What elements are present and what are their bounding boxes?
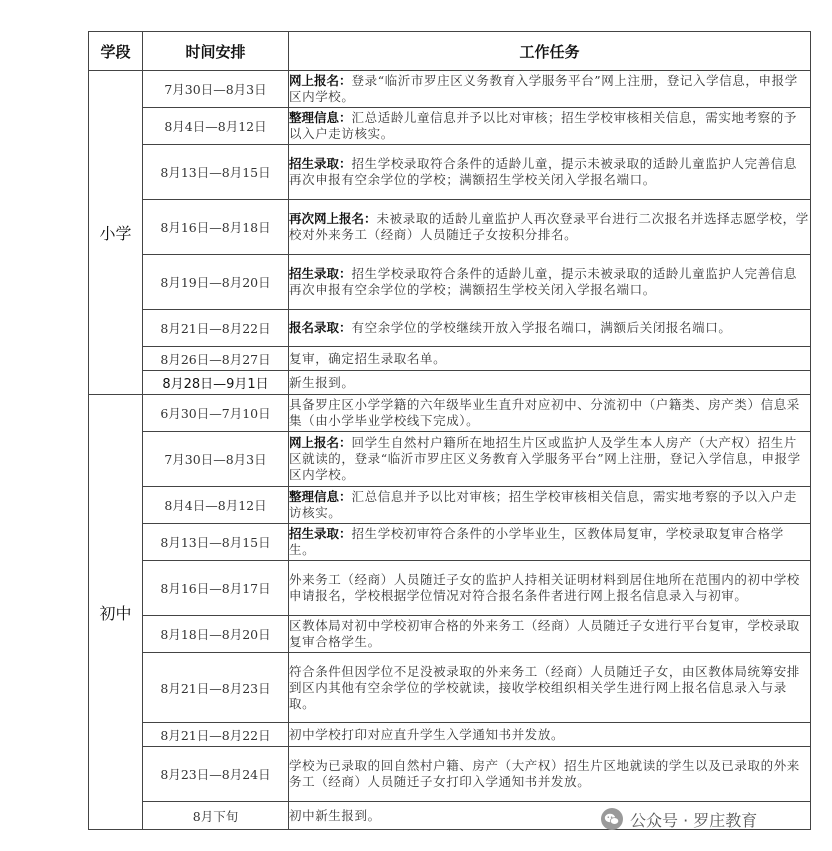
time-cell: 8月4日—8月12日 xyxy=(143,487,289,524)
table-row xyxy=(89,487,811,524)
time-cell: 8月16日—8月17日 xyxy=(143,561,289,616)
watermark xyxy=(600,806,757,832)
task-text: 初中新生报到。 xyxy=(289,807,381,823)
task-text: 新生报到。 xyxy=(289,374,355,390)
time-cell: 8月13日—8月15日 xyxy=(143,145,289,200)
task-label: 网上报名： xyxy=(289,435,352,450)
table-row xyxy=(89,200,811,255)
task-label: 整理信息： xyxy=(289,110,352,125)
task-text: 初中学校打印对应直升学生入学通知书并发放。 xyxy=(289,726,565,742)
task-text: 外来务工（经商）人员随迁子女的监护人持相关证明材料到居住地所在范围内的初中学校申请报名，学校根据学位情况对符合报名条件者进行网上报名信息录入与初审。 xyxy=(289,572,800,603)
task-text: 符合条件但因学位不足没被录取的外来务工（经商）人员随迁子女，由区教体局统筹安排到区内其他有空余学位的学校就读，接收学校组织相关学生进行网上报名信息录入与录取。 xyxy=(289,663,800,711)
task-cell xyxy=(289,71,811,108)
task-cell xyxy=(289,561,811,616)
task-text: 登录“临沂市罗庄区义务教育入学服务平台”网上注册，登记入学信息，申报学区内学校。 xyxy=(289,73,798,104)
table-row xyxy=(89,616,811,653)
task-text: 招生学校初审符合条件的小学毕业生，区教体局复审，学校录取复审合格学生。 xyxy=(289,526,784,557)
header-time: 时间安排 xyxy=(143,32,289,71)
header-stage: 学段 xyxy=(89,32,143,71)
task-label: 整理信息： xyxy=(289,489,352,504)
task-cell xyxy=(289,616,811,653)
time-cell: 8月26日—8月27日 xyxy=(143,347,289,371)
table-row xyxy=(89,524,811,561)
task-cell xyxy=(289,200,811,255)
table-row xyxy=(89,432,811,487)
time-cell: 8月21日—8月22日 xyxy=(143,310,289,347)
header-task: 工作任务 xyxy=(289,32,811,71)
table-row xyxy=(89,747,811,802)
task-text: 招生学校录取符合条件的适龄儿童，提示未被录取的适龄儿童监护人完善信息再次申报有空余学位的学校；满额招生学校关闭入学报名端口。 xyxy=(289,156,797,187)
task-text: 复审，确定招生录取名单。 xyxy=(289,350,447,366)
task-cell xyxy=(289,108,811,145)
task-cell xyxy=(289,432,811,487)
task-text: 未被录取的适龄儿童监护人再次登录平台进行二次报名并选择志愿学校，学校对外来务工（经商）人员随迁子女按积分排名。 xyxy=(289,211,809,242)
table-row xyxy=(89,71,811,108)
table-row xyxy=(89,255,811,310)
task-text: 具备罗庄区小学学籍的六年级毕业生直升对应初中、分流初中（户籍类、房产类）信息采集（由小学毕业学校线下完成）。 xyxy=(289,397,800,428)
time-cell: 8月19日—8月20日 xyxy=(143,255,289,310)
stage-primary: 小学 xyxy=(89,71,143,395)
time-cell: 8月13日—8月15日 xyxy=(143,524,289,561)
task-text: 汇总适龄儿童信息并予以比对审核；招生学校审核相关信息，需实地考察的予以入户走访核实。 xyxy=(289,110,797,141)
time-cell: 7月30日—8月3日 xyxy=(143,432,289,487)
task-label: 招生录取： xyxy=(289,266,352,281)
header-row xyxy=(89,32,811,71)
task-label: 报名录取： xyxy=(289,320,352,335)
table-row xyxy=(89,561,811,616)
time-cell: 8月4日—8月12日 xyxy=(143,108,289,145)
task-text: 招生学校录取符合条件的适龄儿童，提示未被录取的适龄儿童监护人完善信息再次申报有空余学位的学校；满额招生学校关闭入学报名端口。 xyxy=(289,266,797,297)
task-cell xyxy=(289,395,811,432)
table-row xyxy=(89,723,811,747)
time-cell: 8月16日—8月18日 xyxy=(143,200,289,255)
task-cell xyxy=(289,723,811,747)
task-cell xyxy=(289,310,811,347)
task-text: 回学生自然村户籍所在地招生片区或监护人及学生本人房产（大产权）招生片区就读的，登录“临沂市罗庄区义务教育入学服务平台”网上注册，登记入学信息，申报学区内学校。 xyxy=(289,435,801,482)
time-cell: 8月21日—8月23日 xyxy=(143,653,289,723)
table-row xyxy=(89,371,811,395)
task-cell xyxy=(289,371,811,395)
time-cell: 6月30日—7月10日 xyxy=(143,395,289,432)
time-cell: 8月21日—8月22日 xyxy=(143,723,289,747)
task-cell xyxy=(289,145,811,200)
task-text: 区教体局对初中学校初审合格的外来务工（经商）人员随迁子女进行平台复审，学校录取复审合格学生。 xyxy=(289,618,800,649)
task-text: 学校为已录取的回自然村户籍、房产（大产权）招生片区地就读的学生以及已录取的外来务工（经商）人员随迁子女打印入学通知书并发放。 xyxy=(289,758,800,789)
time-cell: 8月28日—9月1日 xyxy=(143,371,289,395)
task-cell xyxy=(289,524,811,561)
task-label: 招生录取： xyxy=(289,156,352,171)
time-cell: 8月下旬 xyxy=(143,802,289,830)
table-row xyxy=(89,653,811,723)
task-cell xyxy=(289,653,811,723)
task-cell xyxy=(289,487,811,524)
table-row xyxy=(89,395,811,432)
time-cell: 8月18日—8月20日 xyxy=(143,616,289,653)
table-row xyxy=(89,310,811,347)
task-cell xyxy=(289,347,811,371)
table-row xyxy=(89,347,811,371)
enrollment-schedule-table xyxy=(88,31,811,830)
task-text: 汇总信息并予以比对审核；招生学校审核相关信息，需实地考察的予以入户走访核实。 xyxy=(289,489,797,520)
table-row xyxy=(89,145,811,200)
watermark-text: 公众号 · 罗庄教育 xyxy=(630,810,758,830)
time-cell: 8月23日—8月24日 xyxy=(143,747,289,802)
task-label: 网上报名： xyxy=(289,73,352,88)
wechat-official-account-icon xyxy=(600,807,624,831)
task-cell xyxy=(289,747,811,802)
stage-middle: 初中 xyxy=(89,395,143,830)
time-cell: 7月30日—8月3日 xyxy=(143,71,289,108)
task-text: 有空余学位的学校继续开放入学报名端口，满额后关闭报名端口。 xyxy=(351,320,732,335)
task-cell xyxy=(289,255,811,310)
task-label: 招生录取： xyxy=(289,526,352,541)
table-row xyxy=(89,108,811,145)
task-label: 再次网上报名： xyxy=(289,211,377,226)
